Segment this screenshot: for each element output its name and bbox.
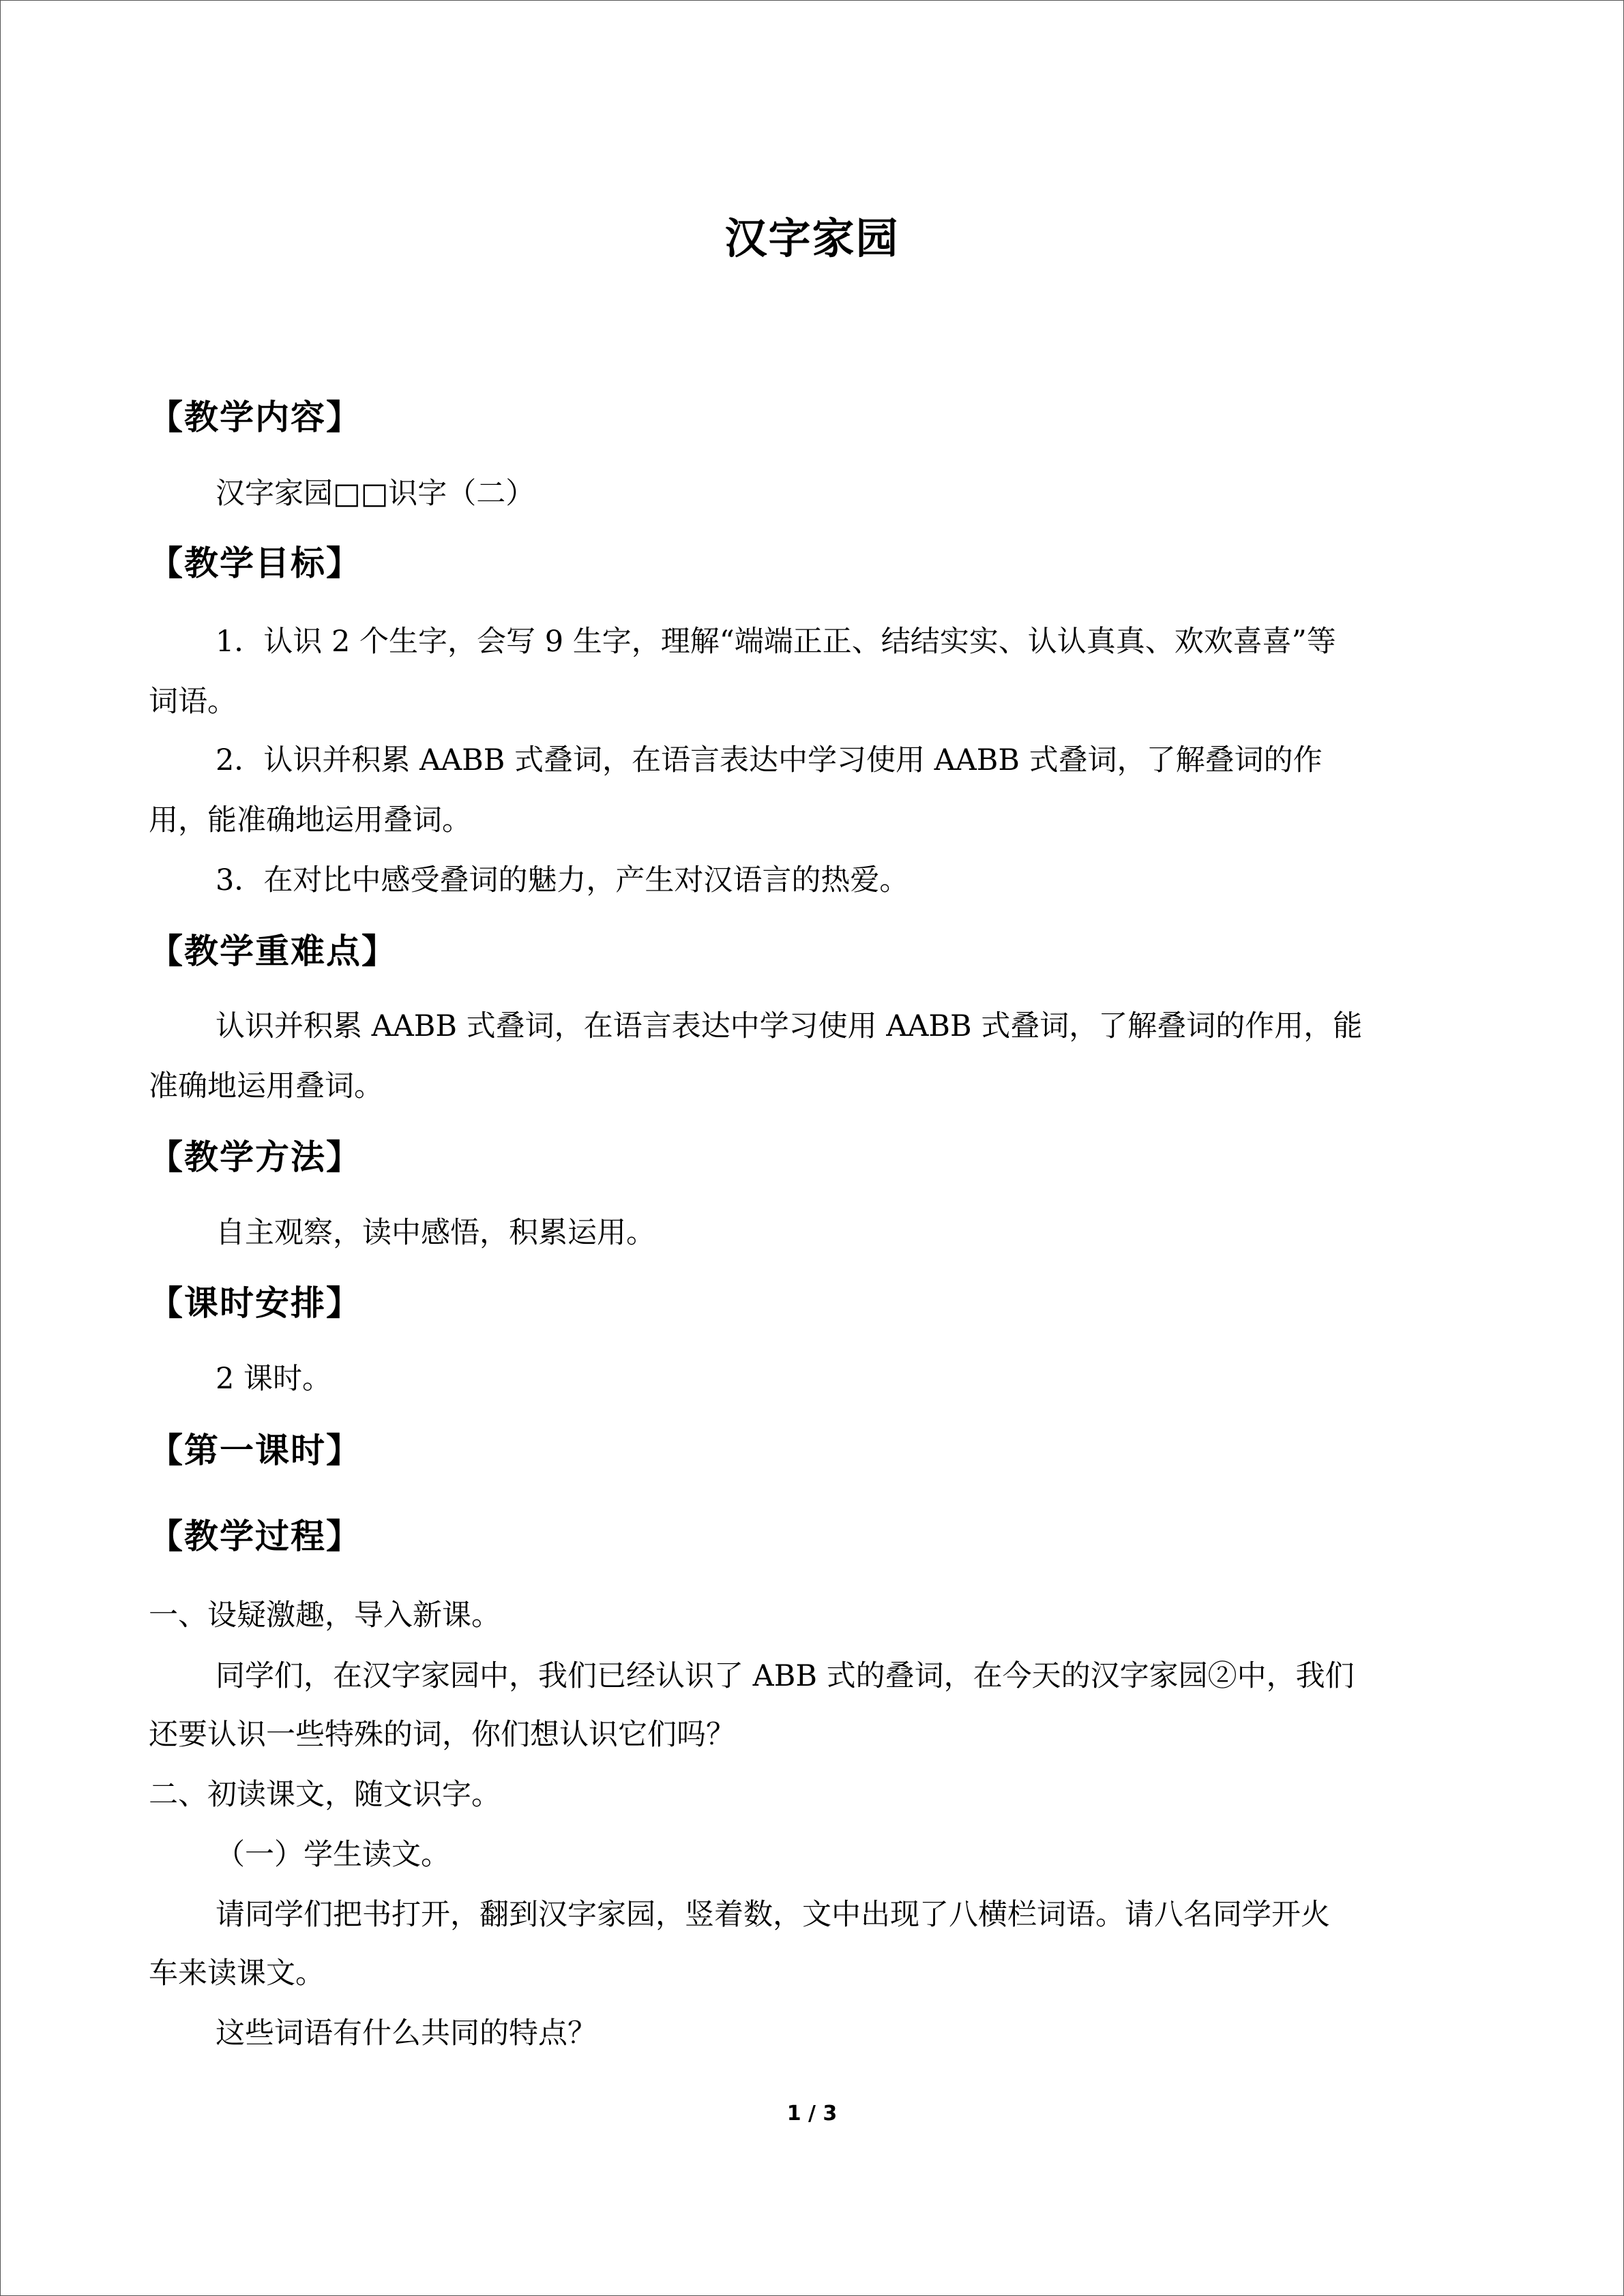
heading-method: 【教学方法】 [149,1137,361,1177]
heading-schedule: 【课时安排】 [149,1283,361,1323]
goal-2-line-2: 用，能准确地运用叠词。 [149,803,471,837]
step-2-title: 二、初读课文，随文识字。 [149,1778,501,1812]
schedule-text: 2 课时。 [216,1362,332,1396]
goal-3-line-1: 3．在对比中感受叠词的魅力，产生对汉语言的热爱。 [216,863,909,897]
step-1-line-1: 同学们，在汉字家园中，我们已经认识了 ABB 式的叠词，在今天的汉字家园②中，我们 [216,1659,1355,1693]
key-line-1: 认识并积累 AABB 式叠词，在语言表达中学习使用 AABB 式叠词，了解叠词的作用，能 [216,1009,1363,1043]
step-2-subtitle-1: （一）学生读文。 [216,1838,450,1872]
page-number: 1 / 3 [786,2102,838,2126]
heading-content: 【教学内容】 [149,398,361,437]
step-2-paragraph-line-1: 请同学们把书打开，翻到汉字家园，竖着数，文中出现了八横栏词语。请八名同学开火 [216,1898,1330,1932]
step-2-question: 这些词语有什么共同的特点？ [216,2016,597,2051]
key-line-2: 准确地运用叠词。 [149,1069,383,1103]
page-title: 汉字家园 [724,213,900,263]
heading-lesson-1: 【第一课时】 [149,1431,361,1470]
step-1-line-2: 还要认识一些特殊的词，你们想认识它们吗？ [149,1718,735,1752]
heading-process: 【教学过程】 [149,1517,361,1556]
goal-1-line-1: 1．认识 2 个生字，会写 9 生字，理解“端端正正、结结实实、认认真真、欢欢喜喜”等 [216,625,1336,659]
method-text: 自主观察，读中感悟，积累运用。 [216,1216,655,1250]
content-text: 汉字家园□□识字（二） [216,477,535,511]
step-2-paragraph-line-2: 车来读课文。 [149,1956,325,1991]
goal-2-line-1: 2．认识并积累 AABB 式叠词，在语言表达中学习使用 AABB 式叠词，了解叠词的作 [216,743,1323,777]
heading-goals: 【教学目标】 [149,543,361,583]
heading-key-points: 【教学重难点】 [149,931,397,971]
step-1-title: 一、设疑激趣，导入新课。 [149,1598,501,1632]
goal-1-line-2: 词语。 [149,685,237,719]
